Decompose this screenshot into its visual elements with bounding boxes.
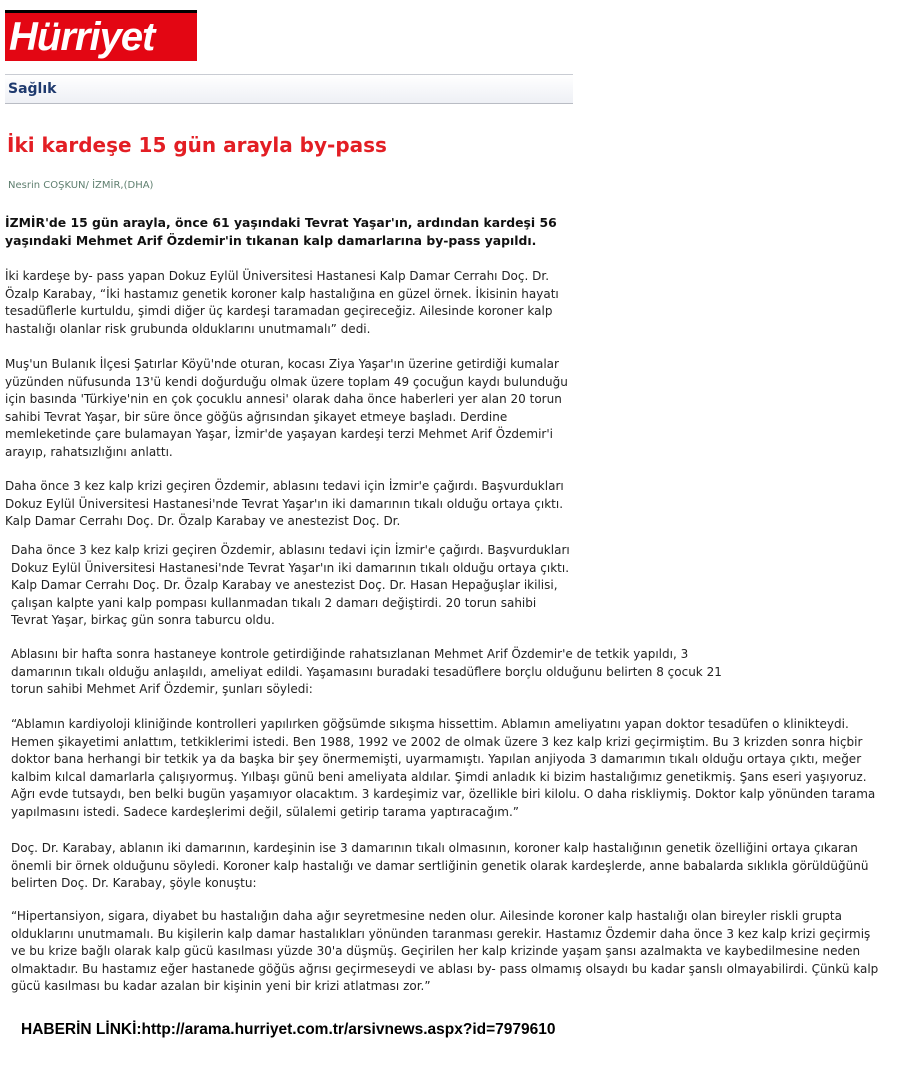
article-headline: İki kardeşe 15 gün arayla by-pass (7, 133, 387, 157)
article-paragraph: İki kardeşe by- pass yapan Dokuz Eylül Üniversitesi Hastanesi Kalp Damar Cerrahı Doç. Dr. Özalp Karabay, “İki hastamız genetik koroner kalp hastalığına en güzel örnek. İkisinin hayatı tesadüflerle kurtuldu, şimdi diğer üç kardeşi taramadan geçireceğiz. Ailesinde koroner kalp hastalığı olanlar risk grubunda olduklarını unutmamalı” dedi. (5, 269, 559, 336)
article-paragraph: Daha önce 3 kez kalp krizi geçiren Özdemir, ablasını tedavi için İzmir'e çağırdı. Başvurdukları Dokuz Eylül Üniversitesi Hastanesi'nde Tevrat Yaşar'ın iki damarının tıkalı olduğu ortaya çıktı. Kalp Damar Cerrahı Doç. Dr. Özalp Karabay ve anestezist Doç. Dr. (5, 479, 564, 529)
article-paragraph: “Hipertansiyon, sigara, diyabet bu hastalığın daha ağır seyretmesine neden olur. Ailesinde koroner kalp hastalığı olan bireyler riskli grupta olduklarını unutmamalı. Bu kişilerin kalp damar hastalıkları yönünden taranması gerekir. Hastamız Özdemir daha önce 3 kez kalp krizi geçirmiş ve bu krize bağlı olarak kalp gücü kasılması yüzde 30'a düşmüş. Geçirilen her kalp krizinde yaşam şansı azalmakta ve kaybedilmesine neden olmaktadır. Bu hastamız eğer hastanede göğüs ağrısı geçirmeseydi ve ablası by- pass olmamış olsaydı bu kadar şanslı olmayabilirdi. Çünkü kalp gücü kasılması bu kadar azalan bir kişinin yeni bir krizi atlatması zor.” (11, 909, 879, 994)
section-bar (5, 74, 573, 104)
article-byline: Nesrin COŞKUN/ İZMİR,(DHA) (8, 180, 154, 191)
article-paragraph: “Ablamın kardiyoloji kliniğinde kontrolleri yapılırken göğsümde sıkışma hissettim. Ablamın ameliyatını yapan doktor tesadüfen o klinikteydi. Hemen şikayetimi anlattım, tetkiklerimi istedi. Ben 1988, 1992 ve 2002 de olmak üzere 3 kez kalp krizi geçirmiştim. Bu 3 krizden sonra hiçbir doktor bana herhangi bir tetkik ya da başka bir şey önermemişti, uyarmamıştı. Yapılan anjiyoda 3 damarımın tıkalı olduğu ortaya çıktı, meğer kalbim kılcal damarlarla çalışıyormuş. Yılbaşı günü beni ameliyata aldılar. Şimdi anladık ki bizim hastalığımız genetikmiş. Şans eseri yaşıyoruz. Ağrı evde tutsaydı, ben belki bugün yaşamıyor olacaktım. 3 kardeşimiz var, özellikle biri kilolu. O daha riskliymiş. Doktor kalp yönünden tarama yapılmasını istedi. Sadece kardeşlerimi değil, sülalemi getirip tarama yaptıracağım.” (11, 717, 876, 819)
article-paragraph: Daha önce 3 kez kalp krizi geçiren Özdemir, ablasını tedavi için İzmir'e çağırdı. Başvurdukları Dokuz Eylül Üniversitesi Hastanesi'nde Tevrat Yaşar'ın iki damarının tıkalı olduğu ortaya çıktı. Kalp Damar Cerrahı Doç. Dr. Özalp Karabay ve anestezist Doç. Dr. Hasan Hepağuşlar ikilisi, çalışan kalpte yani kalp pompası kullanmadan tıkalı 2 damarı değiştirdi. 20 torun sahibi Tevrat Yaşar, birkaç gün sonra taburcu oldu. (11, 543, 570, 628)
hurriyet-logo[interactable] (5, 10, 197, 61)
news-link[interactable]: HABERİN LİNKİ:http://arama.hurriyet.com.tr/arsivnews.aspx?id=7979610 (21, 1021, 556, 1038)
article-paragraph: Ablasını bir hafta sonra hastaneye kontrole getirdiğinde rahatsızlanan Mehmet Arif Özdemir'e de tetkik yapıldı, 3 damarının tıkalı olduğu anlaşıldı, ameliyat edildi. Yaşamasını buradaki tesadüflere borçlu olduğunu belirten 8 çocuk 21 torun sahibi Mehmet Arif Özdemir, şunları söyledi: (11, 647, 722, 697)
article-lead: İZMİR'de 15 gün arayla, önce 61 yaşındaki Tevrat Yaşar'ın, ardından kardeşi 56 yaşındaki Mehmet Arif Özdemir'in tıkanan kalp damarlarına by-pass yapıldı. (5, 215, 557, 248)
section-label[interactable]: Sağlık (8, 81, 57, 97)
article-paragraph: Doç. Dr. Karabay, ablanın iki damarının, kardeşinin ise 3 damarının tıkalı olmasının, koroner kalp hastalığının genetik özelliğini ortaya çıkaran önemli bir örnek olduğunu söyledi. Koroner kalp hastalığı ve damar sertliğinin genetik olarak kardeşlerde, anne babalarda sıklıkla görüldüğünü belirten Doç. Dr. Karabay, şöyle konuştu: (11, 841, 869, 891)
article-paragraph: Muş'un Bulanık İlçesi Şatırlar Köyü'nde oturan, kocası Ziya Yaşar'ın üzerine getirdiği kumalar yüzünden nüfusunda 13'ü kendi doğurduğu olmak üzere toplam 49 çocuğun kaydı bulunduğu için basında 'Türkiye'nin en çok çocuklu annesi' olarak daha önce haberleri yer alan 20 torun sahibi Tevrat Yaşar, bir süre önce göğüs ağrısından şikayet etmeye başladı. Derdine memleketinde çare bulamayan Yaşar, İzmir'de yaşayan kardeşi terzi Mehmet Arif Özdemir'i arayıp, rahatsızlığını anlattı. (5, 357, 568, 459)
logo-text: Hürriyet (9, 15, 155, 59)
